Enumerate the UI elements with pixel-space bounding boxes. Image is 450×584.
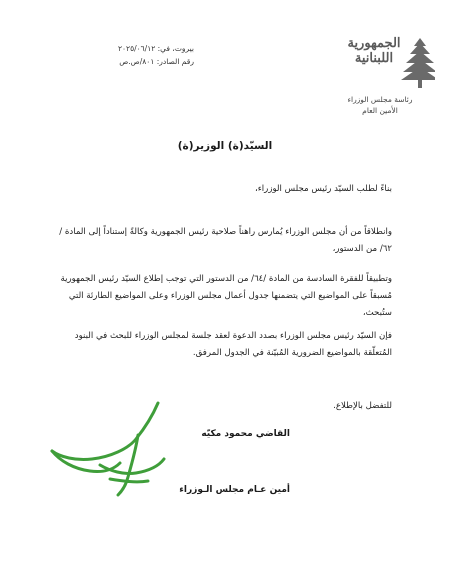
- place-date: بيروت، في: ٢٠٢٥/٠٦/١٢: [117, 44, 194, 53]
- signer-title: أمين عـام مجلس الـوزراء: [179, 485, 290, 495]
- handwritten-signature: [40, 395, 190, 505]
- closing-line: للتفضل بالإطلاع.: [333, 401, 392, 411]
- issue-number: رقم الصادر: ٨٠١/ص.ص: [119, 57, 194, 66]
- salutation: السيّد(ة) الوزير(ة): [177, 140, 273, 152]
- paragraph-2: وانطلاقاً من أن مجلس الوزراء يُمارس راهناً صلاحية رئيس الجمهورية وكالةً إستناداً إلى المادة /٦٢/ من الدستور،: [59, 227, 392, 254]
- paragraph-3: وتطبيقاً للفقرة السادسة من المادة /٦٤/ من الدستور التي توجب إطلاع السيّد رئيس الجمهورية مُسبقاً على المواضيع التي يتضمنها جدول أعمال مجلس الوزراء وعلى المواضيع الطارئة التي ستُبحث،: [60, 274, 392, 318]
- paragraph-1: بناءً لطلب السيّد رئيس مجلس الوزراء،: [254, 184, 392, 194]
- signer-name: القاضي محمود مكيّه: [201, 429, 290, 439]
- presidency-label: رئاسة مجلس الوزراء: [347, 95, 413, 104]
- paragraph-4: فإن السيّد رئيس مجلس الوزراء بصدد الدعوة لعقد جلسة لمجلس الوزراء للبحث في البنود المُتعلّقة بالمواضيع الضرورية المُبيّنة في الجدول المرفق.: [74, 331, 392, 358]
- emblem-text: الجمهورية اللبنانية: [347, 36, 401, 66]
- letter-meta: [44, 42, 194, 68]
- secretary-general-label: الأمين العام: [362, 106, 398, 115]
